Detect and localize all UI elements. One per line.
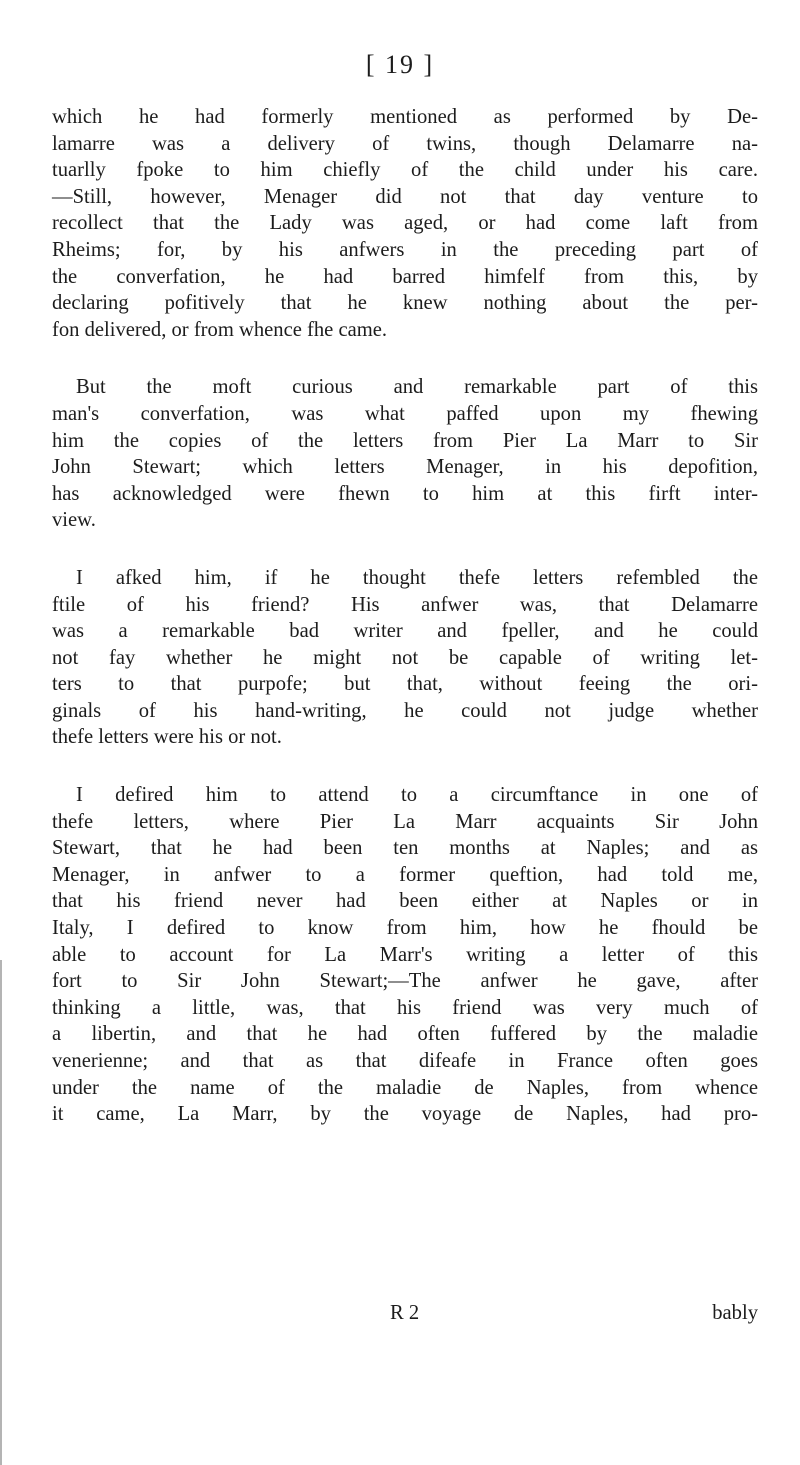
- text-line: thefe letters were his or not.: [52, 726, 282, 749]
- text-line: view.: [52, 509, 96, 532]
- text-line: him the copies of the letters from Pier La Marr to Sir: [52, 429, 758, 452]
- text-line: —Still, however, Menager did not that day venture to: [52, 185, 758, 208]
- text-line: tuarlly fpoke to him chiefly of the child under his care.: [52, 159, 758, 182]
- text-line: thinking a little, was, that his friend was very much of: [52, 996, 758, 1019]
- text-line: Stewart, that he had been ten months at Naples; and as: [52, 837, 758, 860]
- text-line: that his friend never had been either at Naples or in: [52, 890, 758, 913]
- text-line: a libertin, and that he had often fuffered by the maladie: [52, 1023, 758, 1046]
- text-line: venerienne; and that as that difeafe in France often goes: [52, 1050, 758, 1072]
- text-line: Rheims; for, by his anfwers in the preceding part of: [52, 238, 758, 261]
- text-line: lamarre was a delivery of twins, though Delamarre na-: [52, 132, 758, 155]
- catchword: bably: [712, 1302, 758, 1324]
- text-line: ginals of his hand-writing, he could not judge whether: [52, 699, 758, 722]
- text-line: Menager, in anfwer to a former queftion, had told me,: [52, 863, 758, 886]
- text-line: fon delivered, or from whence fhe came.: [52, 318, 388, 341]
- text-line: has acknowledged were fhewn to him at this firft inter-: [52, 482, 758, 505]
- signature-mark: R 2: [390, 1302, 420, 1324]
- text-line: Italy, I defired to know from him, how he fhould be: [52, 917, 758, 940]
- page-number: [ 19 ]: [365, 50, 435, 79]
- binding-edge: [0, 960, 12, 1465]
- page-footer: [52, 1302, 758, 1329]
- text-line: declaring pofitively that he knew nothing about the per-: [52, 292, 758, 315]
- text-line: But the moft curious and remarkable part of this: [76, 376, 758, 399]
- text-line: man's converfation, was what paffed upon my fhewing: [52, 402, 758, 425]
- text-line: I defired him to attend to a circumftance in one of: [76, 784, 758, 807]
- text-line: not fay whether he might not be capable of writing let-: [52, 646, 758, 669]
- text-line: it came, La Marr, by the voyage de Naples, had pro-: [52, 1103, 758, 1126]
- text-line: I afked him, if he thought thefe letters refembled the: [76, 566, 758, 589]
- text-line: ters to that purpofe; but that, without feeing the ori-: [52, 673, 758, 696]
- text-line: fort to Sir John Stewart;—The anfwer he gave, after: [52, 970, 758, 993]
- text-line: the converfation, he had barred himfelf from this, by: [52, 265, 758, 288]
- text-line: which he had formerly mentioned as performed by De-: [52, 106, 758, 128]
- text-line: ftile of his friend? His anfwer was, that Delamarre: [52, 593, 758, 616]
- text-line: John Stewart; which letters Menager, in his depofition,: [52, 456, 758, 479]
- text-line: recollect that the Lady was aged, or had come laft from: [52, 212, 758, 235]
- text-line: was a remarkable bad writer and fpeller, and he could: [52, 620, 758, 643]
- body-text: [52, 104, 758, 1128]
- text-line: under the name of the maladie de Naples, from whence: [52, 1076, 758, 1099]
- text-line: able to account for La Marr's writing a letter of this: [52, 943, 758, 966]
- text-line: thefe letters, where Pier La Marr acquaints Sir John: [52, 810, 758, 833]
